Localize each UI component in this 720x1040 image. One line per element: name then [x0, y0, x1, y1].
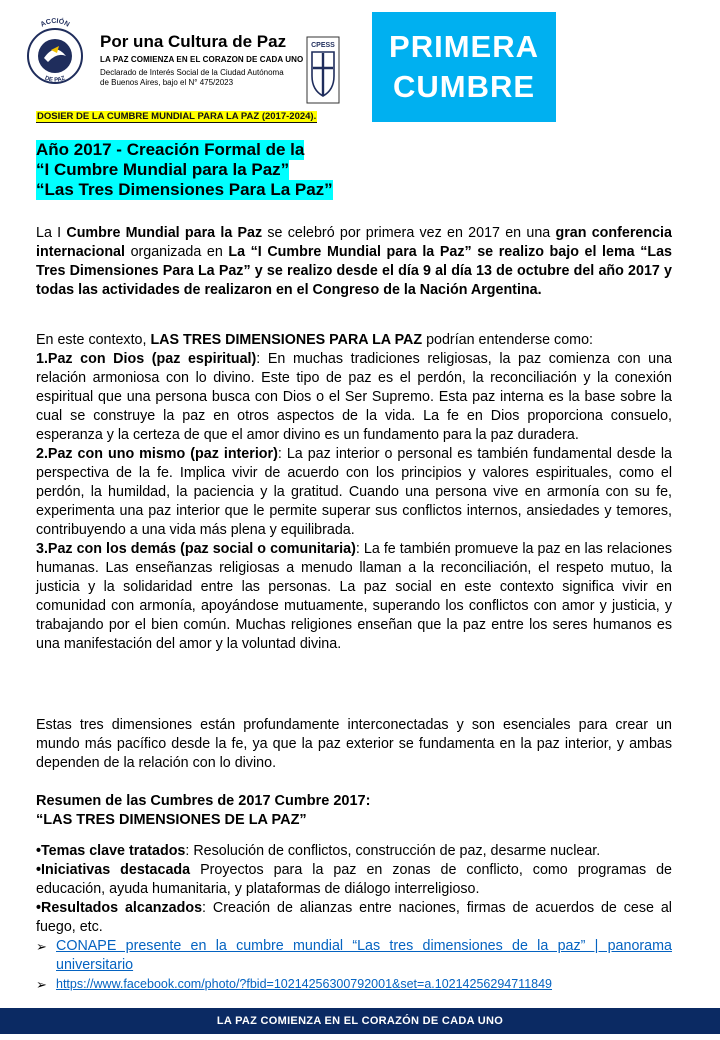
badge-line-2: CUMBRE: [392, 69, 536, 104]
intro-paragraph: La I Cumbre Mundial para la Paz se celebró por primera vez en 2017 en una gran conferencia internacional organizada en La “I Cumbre Mundial para la Paz” se realizo bajo el lema “Las Tres Dimensiones Para La Paz” y se realizo desde el día 9 al día 13 de octubre del año 2017 y todas las actividades de realizaron en el Congreso de la Nación Argentina.: [36, 225, 672, 298]
dossier-caption: DOSIER DE LA CUMBRE MUNDIAL PARA LA PAZ (2017-2024).: [37, 111, 317, 122]
title-line-3: “Las Tres Dimensiones Para La Paz”: [36, 180, 333, 199]
svg-text:ACCIÓN: [40, 16, 71, 28]
list-item: •Resultados alcanzados: Creación de alianzas entre naciones, firmas de acuerdos de cese al fuego, etc.: [36, 900, 672, 935]
accion-de-paz-seal-logo: [24, 6, 86, 104]
title-line-1: Año 2017 - Creación Formal de la: [36, 140, 305, 159]
conape-article-link[interactable]: CONAPE presente en la cumbre mundial “Las tres dimensiones de la paz” | panorama universitario: [56, 938, 672, 973]
footer-banner: LA PAZ COMIENZA EN EL CORAZÓN DE CADA UNO: [0, 1008, 720, 1034]
dimensions-section: [36, 331, 672, 654]
summary-heading: Resumen de las Cumbres de 2017 Cumbre 2017: “LAS TRES DIMENSIONES DE LA PAZ”: [36, 793, 371, 828]
dimension-1: 1.Paz con Dios (paz espiritual): En muchas tradiciones religiosas, la paz comienza con una relación armoniosa con lo divino. Este tipo de paz es el perdón, la reconciliación y la conexión espiritual que una persona busca con Dios o el Ser Supremo. Esta paz interna es la base sobre la cual se construye la paz en otros aspectos de la vida. La fe en Dios proporciona consuelo, esperanza y la certeza de que el amor divino es un fundamento para la paz duradera.: [36, 351, 673, 443]
link-row-conape: [36, 937, 672, 975]
title-line-2: “I Cumbre Mundial para la Paz”: [36, 160, 290, 179]
org-declaration: Declarado de Interés Social de la Ciudad Autónoma de Buenos Aires, bajo el N° 475/2023: [100, 68, 284, 87]
cpess-shield-logo: [306, 36, 340, 104]
closing-paragraph: Estas tres dimensiones están profundamente interconectadas y son esenciales para crear un mundo más pacífico desde la fe, ya que la paz exterior se fundamenta en la paz interior, y ambas dependen de la relación con lo divino.: [36, 717, 672, 771]
dimension-3: 3.Paz con los demás (paz social o comunitaria): La fe también promueve la paz en las relaciones humanas. Las enseñanzas religiosas a menudo llaman a la reconciliación, el respeto mutuo, la justicia y la solidaridad entre las personas. La paz social en este contexto significa vivir en comunidad con armonía, apoyándose mutuamente, superando los conflictos con amor y justicia, y trabajando por el bien común. Muchas religiones enseñan que la paz entre los seres humanos es una manifestación del amor y la voluntad divina.: [36, 541, 672, 652]
summary-list: [36, 842, 672, 994]
dimension-2: 2.Paz con uno mismo (paz interior): La paz interior o personal es también fundamental desde la perspectiva de la fe. Implica vivir de acuerdo con los principios y valores espirituales, como el perdón, la humildad, la paciencia y la gratitud. Cuando una persona vive en armonía con su fe, experimenta una paz interior que le permite superar sus conflictos internos, ansiedades y temores, contribuyendo a una vida más plena y equilibrada.: [36, 446, 672, 538]
link-row-facebook: [36, 975, 672, 994]
seal-text-top: ACCIÓN: [39, 17, 71, 29]
cpess-label: CPESS: [311, 42, 335, 49]
arrow-bullet-icon: ➢: [36, 977, 47, 992]
facebook-photo-link[interactable]: https://www.facebook.com/photo/?fbid=10214256300792001&set=a.10214256294711849: [56, 977, 553, 991]
badge-line-1: PRIMERA: [389, 29, 539, 64]
list-item: •Temas clave tratados: Resolución de conflictos, construcción de paz, desarme nuclear.: [36, 843, 601, 859]
org-title: Por una Cultura de Paz: [100, 32, 287, 51]
organization-block: [100, 32, 306, 88]
seal-text-bottom: DE PAZ: [43, 75, 67, 84]
context-line: En este contexto, LAS TRES DIMENSIONES PARA LA PAZ podrían entenderse como:: [36, 332, 593, 348]
org-slogan: LA PAZ COMIENZA EN EL CORAZON DE CADA UNO: [100, 55, 304, 64]
arrow-bullet-icon: ➢: [36, 939, 47, 954]
list-item: •Iniciativas destacada Proyectos para la paz en zonas de conflicto, como programas de educación, ayuda humanitaria, y plataformas de diálogo interreligioso.: [36, 862, 672, 897]
primera-cumbre-badge: [372, 12, 556, 122]
document-title: [36, 140, 333, 200]
